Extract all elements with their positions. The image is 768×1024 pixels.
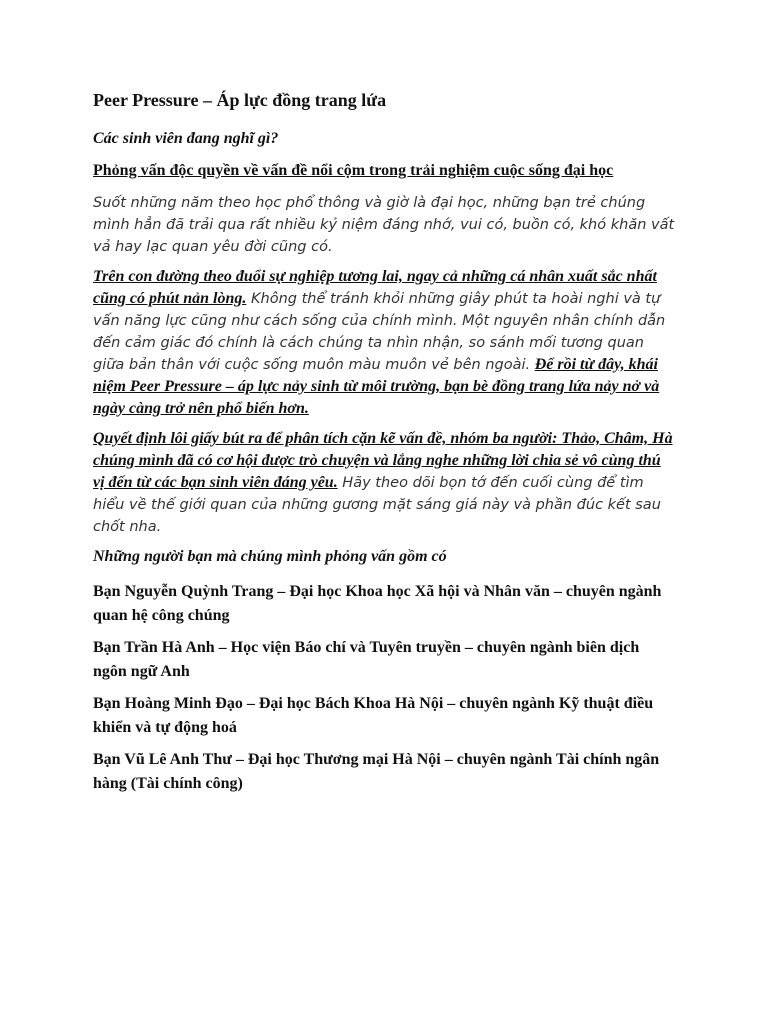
document-title: Peer Pressure – Áp lực đồng trang lứa (93, 90, 387, 110)
paragraph-intro-text: Suốt những năm theo học phổ thông và giờ là đại học, những bạn trẻ chúng mình hẳn đã trải qua rất nhiều kỷ niệm đáng nhớ, vui có, buồn có, khó khăn vất vả hay lạc quan yêu đời cũng có. (93, 195, 675, 255)
paragraph-career-emphasis-end: Để rồi từ đây, khái niệm Peer Pressure – áp lực nảy sinh từ môi trường, bạn bè đồng trang lứa nảy nở và ngày càng trở nên phổ biến hơn. (93, 356, 660, 417)
paragraph-career-emphasis-start: Trên con đường theo đuổi sự nghiệp tương lai, ngay cả những cá nhân xuất sắc nhất cũng có phút nản lòng. (93, 268, 657, 307)
interview-headline: Phỏng vấn độc quyền về vấn đề nổi cộm trong trải nghiệm cuộc sống đại học (93, 162, 614, 179)
members-list (93, 580, 675, 796)
paragraph-team (93, 428, 675, 538)
member-item: Bạn Hoàng Minh Đạo – Đại học Bách Khoa Hà Nội – chuyên ngành Kỹ thuật điều khiển và tự động hoá (93, 695, 654, 736)
paragraph-career (93, 266, 675, 420)
document-page (93, 88, 675, 804)
member-item: Bạn Vũ Lê Anh Thư – Đại học Thương mại Hà Nội – chuyên ngành Tài chính ngân hàng (Tài chính công) (93, 751, 660, 792)
member-item: Bạn Trần Hà Anh – Học viện Báo chí và Tuyên truyền – chuyên ngành biên dịch ngôn ngữ Anh (93, 639, 640, 680)
member-item: Bạn Nguyễn Quỳnh Trang – Đại học Khoa học Xã hội và Nhân văn – chuyên ngành quan hệ công chúng (93, 583, 662, 624)
paragraph-career-body: Không thể tránh khỏi những giây phút ta hoài nghi và tự vấn năng lực cũng như cách sống của chính mình. Một nguyên nhân chính dẫn đến cảm giác đó chính là cách chúng ta nhìn nhận, so sánh mối tương quan giữa bản thân với cuộc sống muôn màu muôn vẻ bên ngoài. (93, 291, 666, 373)
paragraph-intro (93, 192, 675, 258)
document-subtitle: Các sinh viên đang nghĩ gì? (93, 130, 279, 147)
paragraph-team-body: Hãy theo dõi bọn tớ đến cuối cùng để tìm hiểu về thế giới quan của những gương mặt sáng giá này và phần đúc kết sau chốt nha. (93, 475, 661, 535)
paragraph-team-emphasis: Quyết định lôi giấy bút ra để phân tích cặn kẽ vấn đề, nhóm ba người: Thảo, Châm, Hà chúng mình đã có cơ hội được trò chuyện và lắng nghe những lời chia sẻ vô cùng thú vị đến từ các bạn sinh viên đáng yêu. (93, 430, 673, 491)
members-intro: Những người bạn mà chúng mình phỏng vấn gồm có (93, 548, 447, 565)
